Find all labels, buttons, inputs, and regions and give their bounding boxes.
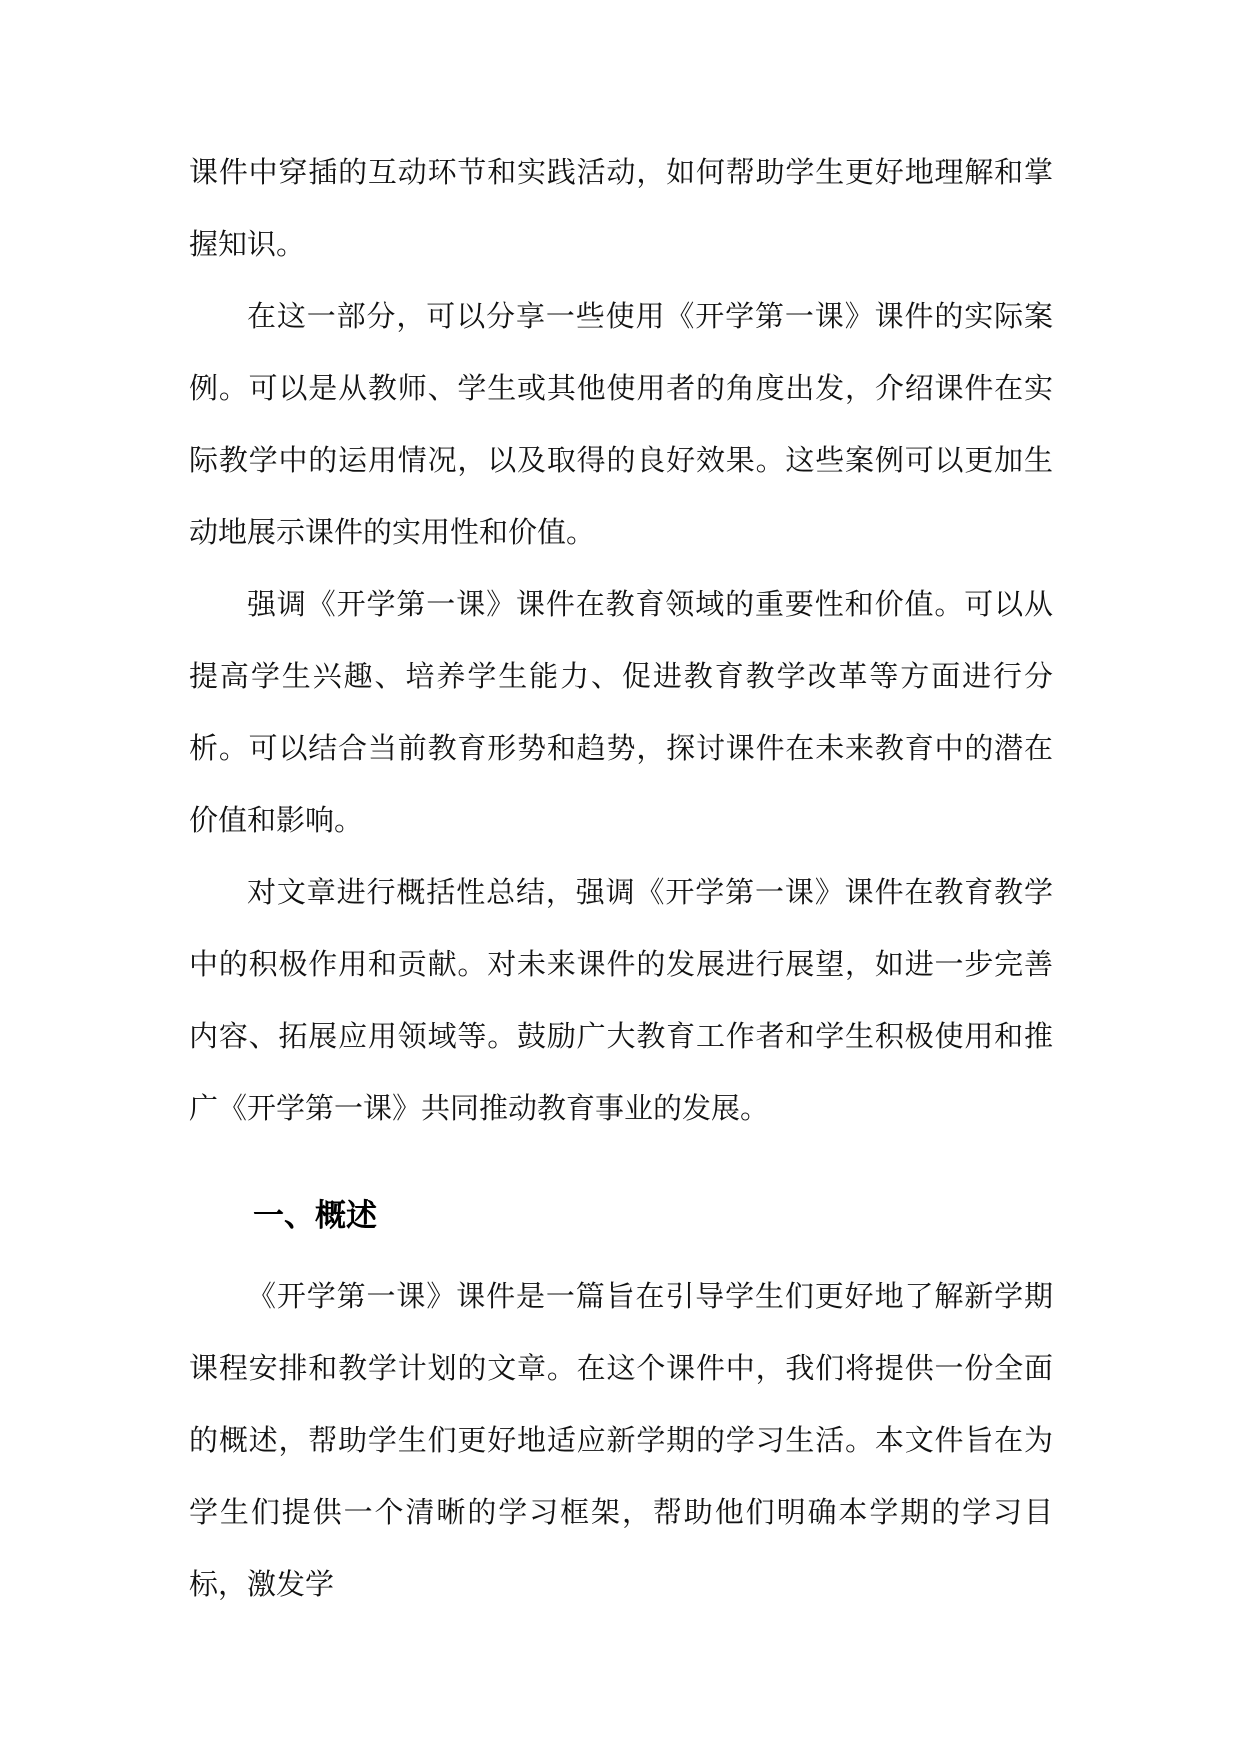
paragraph: 在这一部分，可以分享一些使用《开学第一课》课件的实际案例。可以是从教师、学生或其他使用者的角度出发，介绍课件在实际教学中的运用情况，以及取得的良好效果。这些案例可以更加生动地展示课件的实用性和价值。 xyxy=(189,299,1053,549)
paragraph: 《开学第一课》课件是一篇旨在引导学生们更好地了解新学期课程安排和教学计划的文章。在这个课件中，我们将提供一份全面的概述，帮助学生们更好地适应新学期的学习生活。本文件旨在为学生们提供一个清晰的学习框架，帮助他们明确本学期的学习目标，激发学 xyxy=(189,1279,1053,1601)
paragraph: 课件中穿插的互动环节和实践活动，如何帮助学生更好地理解和掌握知识。 xyxy=(189,155,1053,261)
document-body xyxy=(189,136,1053,1620)
paragraph: 对文章进行概括性总结，强调《开学第一课》课件在教育教学中的积极作用和贡献。对未来课件的发展进行展望，如进一步完善内容、拓展应用领域等。鼓励广大教育工作者和学生积极使用和推广《开学第一课》共同推动教育事业的发展。 xyxy=(189,875,1053,1125)
section-heading: 一、概述 xyxy=(253,1198,377,1234)
paragraph: 强调《开学第一课》课件在教育领域的重要性和价值。可以从提高学生兴趣、培养学生能力、促进教育教学改革等方面进行分析。可以结合当前教育形势和趋势，探讨课件在未来教育中的潜在价值和影响。 xyxy=(189,587,1053,837)
